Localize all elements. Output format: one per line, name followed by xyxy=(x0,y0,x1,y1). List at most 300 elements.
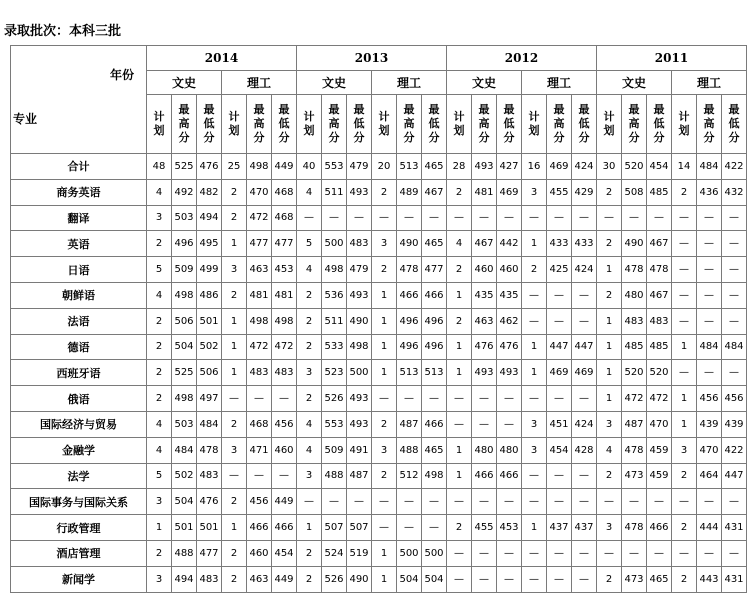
score-cell: 1 xyxy=(597,360,622,386)
score-cell: 483 xyxy=(272,360,297,386)
score-cell: 462 xyxy=(497,308,522,334)
score-cell: — xyxy=(497,540,522,566)
score-cell: 484 xyxy=(697,154,722,180)
score-cell: — xyxy=(322,489,347,515)
column-header-plan xyxy=(447,95,472,154)
column-header-max-score xyxy=(622,95,647,154)
major-name: 国际经济与贸易 xyxy=(11,411,147,437)
score-cell: 496 xyxy=(397,334,422,360)
score-cell: 2 xyxy=(222,540,247,566)
major-name: 金融学 xyxy=(11,437,147,463)
column-header-min-score xyxy=(347,95,372,154)
score-cell: 455 xyxy=(547,179,572,205)
score-cell: 1 xyxy=(372,282,397,308)
score-cell: 459 xyxy=(647,437,672,463)
score-cell: 507 xyxy=(347,515,372,541)
column-header-plan xyxy=(147,95,172,154)
score-cell: 20 xyxy=(372,154,397,180)
score-cell: 525 xyxy=(172,154,197,180)
score-cell: 469 xyxy=(572,360,597,386)
major-name: 法学 xyxy=(11,463,147,489)
column-header-label: 最低分 xyxy=(503,103,515,144)
column-header-min-score xyxy=(497,95,522,154)
column-header-label: 最高分 xyxy=(403,103,415,144)
score-cell: 449 xyxy=(272,489,297,515)
score-cell: — xyxy=(347,205,372,231)
score-cell: 5 xyxy=(147,463,172,489)
score-cell: — xyxy=(472,411,497,437)
score-cell: 3 xyxy=(522,179,547,205)
track-header-science: 理工 xyxy=(222,71,297,95)
score-cell: 503 xyxy=(172,205,197,231)
score-cell: 463 xyxy=(247,566,272,592)
score-cell: 533 xyxy=(322,334,347,360)
score-cell: 466 xyxy=(247,515,272,541)
column-header-min-score xyxy=(722,95,747,154)
score-cell: 40 xyxy=(297,154,322,180)
score-cell: 481 xyxy=(472,179,497,205)
column-header-label: 计划 xyxy=(153,110,165,137)
score-cell: — xyxy=(547,489,572,515)
score-cell: 504 xyxy=(422,566,447,592)
score-cell: 468 xyxy=(247,411,272,437)
score-cell: 487 xyxy=(397,411,422,437)
score-cell: 477 xyxy=(272,231,297,257)
score-cell: 477 xyxy=(247,231,272,257)
score-cell: — xyxy=(722,489,747,515)
score-cell: 2 xyxy=(297,566,322,592)
score-cell: — xyxy=(472,205,497,231)
score-cell: 498 xyxy=(172,282,197,308)
column-header-label: 计划 xyxy=(678,110,690,137)
score-cell: — xyxy=(222,386,247,412)
score-cell: 3 xyxy=(297,360,322,386)
score-cell: — xyxy=(472,540,497,566)
score-cell: 466 xyxy=(647,515,672,541)
column-header-label: 最高分 xyxy=(478,103,490,144)
score-cell: 465 xyxy=(422,437,447,463)
score-cell: — xyxy=(472,489,497,515)
score-cell: 451 xyxy=(547,411,572,437)
score-cell: 472 xyxy=(647,386,672,412)
table-row xyxy=(11,386,747,412)
score-cell: 471 xyxy=(247,437,272,463)
score-cell: 2 xyxy=(597,463,622,489)
score-cell: — xyxy=(697,540,722,566)
score-cell: 1 xyxy=(522,515,547,541)
score-cell: 478 xyxy=(622,257,647,283)
score-cell: — xyxy=(422,515,447,541)
score-cell: 520 xyxy=(622,360,647,386)
column-header-label: 计划 xyxy=(228,110,240,137)
corner-major-label: 专业 xyxy=(13,112,38,126)
score-cell: — xyxy=(697,489,722,515)
score-cell: 1 xyxy=(522,334,547,360)
score-cell: — xyxy=(372,515,397,541)
score-cell: 3 xyxy=(597,515,622,541)
score-cell: — xyxy=(422,386,447,412)
score-cell: — xyxy=(497,205,522,231)
score-cell: 4 xyxy=(297,411,322,437)
score-cell: 500 xyxy=(322,231,347,257)
score-cell: — xyxy=(547,386,572,412)
score-cell: 4 xyxy=(147,411,172,437)
score-cell: — xyxy=(372,489,397,515)
track-header-science: 理工 xyxy=(522,71,597,95)
score-cell: — xyxy=(372,386,397,412)
column-header-min-score xyxy=(272,95,297,154)
score-cell: 497 xyxy=(197,386,222,412)
score-cell: 456 xyxy=(272,411,297,437)
score-cell: — xyxy=(722,205,747,231)
column-header-plan xyxy=(672,95,697,154)
track-header-arts: 文史 xyxy=(297,71,372,95)
score-cell: 2 xyxy=(372,257,397,283)
score-cell: 2 xyxy=(597,179,622,205)
score-cell: — xyxy=(522,540,547,566)
score-cell: — xyxy=(672,308,697,334)
score-cell: 2 xyxy=(672,463,697,489)
column-header-max-score xyxy=(697,95,722,154)
score-cell: — xyxy=(522,489,547,515)
score-cell: 480 xyxy=(472,437,497,463)
score-cell: — xyxy=(572,566,597,592)
score-cell: — xyxy=(572,205,597,231)
score-cell: 2 xyxy=(297,282,322,308)
score-cell: 506 xyxy=(172,308,197,334)
score-cell: 453 xyxy=(272,257,297,283)
score-cell: 467 xyxy=(647,231,672,257)
score-cell: 465 xyxy=(422,231,447,257)
score-cell: 472 xyxy=(247,205,272,231)
score-cell: 501 xyxy=(197,515,222,541)
column-header-max-score xyxy=(247,95,272,154)
score-cell: 469 xyxy=(547,154,572,180)
major-name: 朝鲜语 xyxy=(11,282,147,308)
score-cell: 496 xyxy=(172,231,197,257)
score-cell: 447 xyxy=(722,463,747,489)
major-name: 商务英语 xyxy=(11,179,147,205)
score-cell: 472 xyxy=(622,386,647,412)
score-cell: — xyxy=(722,282,747,308)
score-cell: 4 xyxy=(447,231,472,257)
score-cell: 427 xyxy=(497,154,522,180)
score-cell: 2 xyxy=(372,179,397,205)
score-cell: 2 xyxy=(222,179,247,205)
score-cell: 1 xyxy=(447,282,472,308)
score-cell: 1 xyxy=(522,360,547,386)
score-cell: 467 xyxy=(472,231,497,257)
score-cell: — xyxy=(622,489,647,515)
score-cell: — xyxy=(597,205,622,231)
score-cell: 4 xyxy=(147,437,172,463)
score-cell: 3 xyxy=(147,566,172,592)
column-header-plan xyxy=(372,95,397,154)
column-header-label: 最高分 xyxy=(628,103,640,144)
score-cell: 424 xyxy=(572,257,597,283)
score-cell: 1 xyxy=(222,360,247,386)
batch-caption: 录取批次：本科三批 xyxy=(4,24,122,39)
table-row xyxy=(11,489,747,515)
column-header-label: 最高分 xyxy=(553,103,565,144)
score-cell: 1 xyxy=(447,437,472,463)
score-cell: 483 xyxy=(622,308,647,334)
score-cell: 3 xyxy=(372,437,397,463)
score-cell: 493 xyxy=(347,282,372,308)
score-cell: 490 xyxy=(347,308,372,334)
score-cell: — xyxy=(572,386,597,412)
score-cell: 553 xyxy=(322,154,347,180)
score-cell: 484 xyxy=(197,411,222,437)
score-cell: 502 xyxy=(197,334,222,360)
table-row xyxy=(11,360,747,386)
score-cell: 493 xyxy=(472,360,497,386)
score-cell: 4 xyxy=(147,282,172,308)
column-header-label: 最低分 xyxy=(278,103,290,144)
score-cell: — xyxy=(397,515,422,541)
score-cell: — xyxy=(522,205,547,231)
score-cell: 464 xyxy=(697,463,722,489)
major-name: 酒店管理 xyxy=(11,540,147,566)
score-cell: 1 xyxy=(447,463,472,489)
score-cell: — xyxy=(447,489,472,515)
score-cell: — xyxy=(397,386,422,412)
score-cell: — xyxy=(672,282,697,308)
score-cell: 478 xyxy=(622,437,647,463)
score-cell: 3 xyxy=(297,463,322,489)
score-cell: — xyxy=(547,282,572,308)
score-cell: — xyxy=(697,257,722,283)
table-row xyxy=(11,308,747,334)
score-cell: 476 xyxy=(472,334,497,360)
score-cell: — xyxy=(547,205,572,231)
score-cell: 444 xyxy=(697,515,722,541)
score-cell: 500 xyxy=(347,360,372,386)
score-cell: 485 xyxy=(622,334,647,360)
score-cell: 519 xyxy=(347,540,372,566)
score-cell: — xyxy=(322,205,347,231)
score-cell: 447 xyxy=(547,334,572,360)
table-row xyxy=(11,515,747,541)
score-cell: 437 xyxy=(547,515,572,541)
score-cell: 4 xyxy=(297,437,322,463)
score-cell: 437 xyxy=(572,515,597,541)
score-cell: 439 xyxy=(722,411,747,437)
score-cell: 2 xyxy=(447,515,472,541)
score-cell: — xyxy=(597,489,622,515)
score-cell: 1 xyxy=(222,231,247,257)
score-cell: 507 xyxy=(322,515,347,541)
score-cell: 1 xyxy=(597,257,622,283)
score-cell: — xyxy=(622,540,647,566)
score-cell: 3 xyxy=(522,411,547,437)
column-header-label: 最高分 xyxy=(703,103,715,144)
score-cell: 493 xyxy=(497,360,522,386)
column-header-plan xyxy=(522,95,547,154)
score-cell: 470 xyxy=(697,437,722,463)
score-cell: 2 xyxy=(597,282,622,308)
score-cell: 2 xyxy=(447,308,472,334)
score-cell: — xyxy=(522,282,547,308)
score-cell: 500 xyxy=(422,540,447,566)
score-cell: — xyxy=(522,463,547,489)
score-cell: 477 xyxy=(422,257,447,283)
score-cell: 460 xyxy=(247,540,272,566)
score-cell: 455 xyxy=(472,515,497,541)
score-cell: 4 xyxy=(297,179,322,205)
score-cell: — xyxy=(247,386,272,412)
score-cell: 490 xyxy=(397,231,422,257)
table-row xyxy=(11,566,747,592)
score-cell: 520 xyxy=(647,360,672,386)
score-cell: 2 xyxy=(222,566,247,592)
score-cell: 1 xyxy=(672,411,697,437)
score-cell: 483 xyxy=(197,566,222,592)
score-cell: 504 xyxy=(172,334,197,360)
score-cell: 460 xyxy=(272,437,297,463)
score-cell: 487 xyxy=(622,411,647,437)
major-name: 合计 xyxy=(11,154,147,180)
score-cell: — xyxy=(647,489,672,515)
score-cell: — xyxy=(672,540,697,566)
score-cell: 456 xyxy=(697,386,722,412)
score-cell: 502 xyxy=(172,463,197,489)
score-cell: 478 xyxy=(647,257,672,283)
score-cell: 2 xyxy=(672,566,697,592)
column-header-min-score xyxy=(647,95,672,154)
score-cell: 454 xyxy=(547,437,572,463)
score-cell: 424 xyxy=(572,411,597,437)
table-row xyxy=(11,282,747,308)
score-cell: 473 xyxy=(622,463,647,489)
score-cell: 469 xyxy=(497,179,522,205)
score-cell: — xyxy=(697,231,722,257)
score-cell: — xyxy=(447,205,472,231)
score-cell: 2 xyxy=(147,540,172,566)
score-cell: 493 xyxy=(347,411,372,437)
score-cell: 2 xyxy=(297,386,322,412)
score-cell: 485 xyxy=(647,179,672,205)
score-cell: 449 xyxy=(272,566,297,592)
column-header-plan xyxy=(222,95,247,154)
score-cell: 477 xyxy=(197,540,222,566)
score-cell: 472 xyxy=(247,334,272,360)
score-cell: 3 xyxy=(372,231,397,257)
major-name: 行政管理 xyxy=(11,515,147,541)
score-cell: — xyxy=(297,205,322,231)
score-cell: 466 xyxy=(472,463,497,489)
corner-year-label: 年份 xyxy=(109,68,134,82)
column-header-label: 最低分 xyxy=(578,103,590,144)
score-cell: 466 xyxy=(397,282,422,308)
score-cell: 476 xyxy=(197,489,222,515)
table-body xyxy=(11,154,747,593)
score-cell: 449 xyxy=(272,154,297,180)
score-cell: 525 xyxy=(172,360,197,386)
year-header-2012: 2012 xyxy=(447,46,597,71)
score-cell: — xyxy=(522,386,547,412)
score-cell: 456 xyxy=(247,489,272,515)
score-cell: — xyxy=(497,489,522,515)
score-cell: 2 xyxy=(297,334,322,360)
score-cell: 2 xyxy=(372,411,397,437)
score-cell: 3 xyxy=(672,437,697,463)
score-cell: 486 xyxy=(197,282,222,308)
score-cell: 3 xyxy=(147,489,172,515)
score-cell: 2 xyxy=(597,231,622,257)
score-cell: 499 xyxy=(197,257,222,283)
table-row xyxy=(11,231,747,257)
column-header-label: 计划 xyxy=(303,110,315,137)
score-cell: 468 xyxy=(272,179,297,205)
score-cell: 1 xyxy=(522,231,547,257)
score-cell: 488 xyxy=(172,540,197,566)
score-cell: 480 xyxy=(497,437,522,463)
score-cell: 470 xyxy=(647,411,672,437)
score-cell: 1 xyxy=(672,386,697,412)
score-cell: 496 xyxy=(422,334,447,360)
score-cell: — xyxy=(597,540,622,566)
table-row xyxy=(11,411,747,437)
column-header-min-score xyxy=(572,95,597,154)
score-cell: — xyxy=(672,205,697,231)
score-cell: — xyxy=(672,360,697,386)
score-cell: 493 xyxy=(472,154,497,180)
score-cell: 28 xyxy=(447,154,472,180)
major-name: 德语 xyxy=(11,334,147,360)
score-cell: — xyxy=(447,386,472,412)
column-header-label: 计划 xyxy=(453,110,465,137)
score-cell: 1 xyxy=(597,386,622,412)
score-cell: 488 xyxy=(322,463,347,489)
score-cell: 30 xyxy=(597,154,622,180)
score-cell: — xyxy=(247,463,272,489)
score-cell: 478 xyxy=(197,437,222,463)
column-header-max-score xyxy=(472,95,497,154)
score-cell: — xyxy=(547,463,572,489)
score-cell: 489 xyxy=(397,179,422,205)
year-header-2013: 2013 xyxy=(297,46,447,71)
score-cell: 469 xyxy=(547,360,572,386)
score-cell: 2 xyxy=(222,205,247,231)
score-cell: 466 xyxy=(422,282,447,308)
score-cell: 496 xyxy=(397,308,422,334)
score-cell: 476 xyxy=(497,334,522,360)
track-header-arts: 文史 xyxy=(597,71,672,95)
column-header-label: 最高分 xyxy=(328,103,340,144)
score-cell: 467 xyxy=(422,179,447,205)
score-cell: 511 xyxy=(322,179,347,205)
score-cell: 2 xyxy=(147,386,172,412)
score-cell: 436 xyxy=(697,179,722,205)
score-cell: — xyxy=(472,566,497,592)
score-cell: 422 xyxy=(722,437,747,463)
track-header-science: 理工 xyxy=(372,71,447,95)
score-cell: — xyxy=(697,308,722,334)
score-cell: — xyxy=(672,231,697,257)
score-cell: 493 xyxy=(347,386,372,412)
column-header-min-score xyxy=(422,95,447,154)
score-cell: 2 xyxy=(147,334,172,360)
score-cell: — xyxy=(572,308,597,334)
score-cell: 463 xyxy=(472,308,497,334)
score-cell: 433 xyxy=(547,231,572,257)
score-cell: 509 xyxy=(322,437,347,463)
score-cell: — xyxy=(647,540,672,566)
score-cell: 491 xyxy=(347,437,372,463)
score-cell: — xyxy=(572,489,597,515)
score-cell: 506 xyxy=(197,360,222,386)
